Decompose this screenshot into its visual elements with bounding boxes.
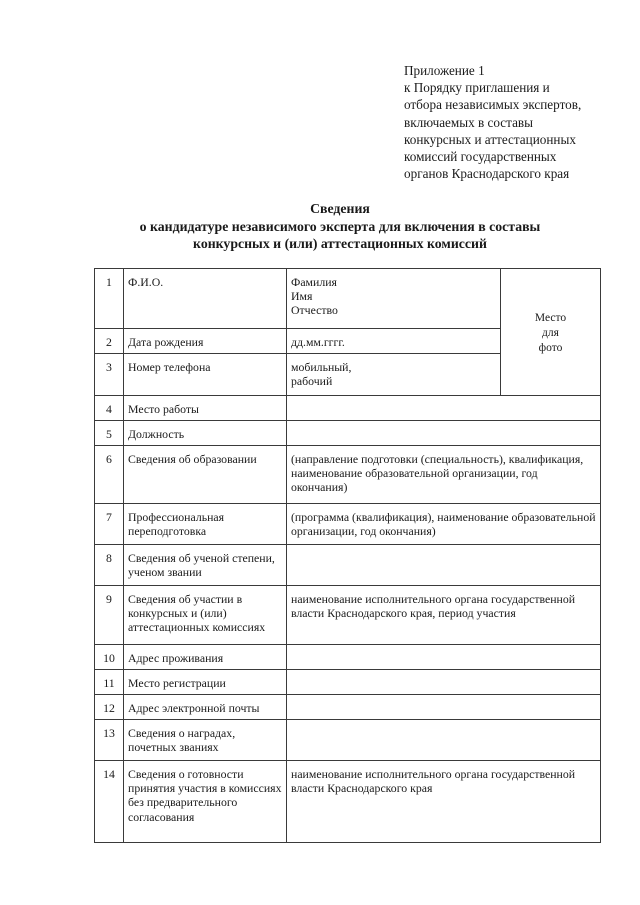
row-value[interactable]: (программа (квалификация), наименование образовательной организации, год окончания) (287, 504, 601, 545)
title-line-2: о кандидатуре независимого эксперта для включения в составы (139, 218, 541, 234)
row-label: Сведения о наградах, почетных званиях (124, 720, 287, 761)
appendix-line: органов Краснодарского края (404, 166, 570, 182)
row-label: Адрес проживания (124, 645, 287, 670)
row-label: Сведения об образовании (124, 446, 287, 504)
row-label: Номер телефона (124, 354, 287, 396)
appendix-line: Приложение 1 (404, 63, 485, 78)
row-label: Должность (124, 421, 287, 446)
row-number: 3 (95, 354, 124, 396)
row-value[interactable] (287, 421, 601, 446)
row-label: Сведения об участии в конкурсных и (или) аттестационных комиссиях (124, 586, 287, 645)
photo-placeholder[interactable] (501, 269, 601, 396)
row-number: 7 (95, 504, 124, 545)
table-row (95, 695, 601, 720)
row-number: 8 (95, 545, 124, 586)
table-row (95, 396, 601, 421)
row-value[interactable] (287, 670, 601, 695)
document-title (60, 200, 620, 253)
row-value[interactable]: мобильный, рабочий (287, 354, 501, 396)
row-value[interactable] (287, 645, 601, 670)
appendix-line: комиссий государственных (404, 149, 557, 165)
row-number: 1 (95, 269, 124, 329)
appendix-line: к Порядку приглашения и (404, 80, 550, 96)
row-label: Ф.И.О. (124, 269, 287, 329)
photo-label-line: для (542, 327, 559, 339)
row-label: Профессиональная переподготовка (124, 504, 287, 545)
row-number: 13 (95, 720, 124, 761)
row-value[interactable]: наименование исполнительного органа государственной власти Краснодарского края, период участия (287, 586, 601, 645)
table-row (95, 761, 601, 843)
table-row (95, 545, 601, 586)
appendix-line: конкурсных и аттестационных (404, 131, 576, 147)
row-number: 5 (95, 421, 124, 446)
table-row (95, 504, 601, 545)
row-value[interactable]: Фамилия Имя Отчество (287, 269, 501, 329)
row-value[interactable]: дд.мм.гггг. (287, 329, 501, 354)
candidate-info-table (94, 268, 601, 843)
row-number: 14 (95, 761, 124, 843)
row-label: Место работы (124, 396, 287, 421)
row-number: 9 (95, 586, 124, 645)
table-row (95, 421, 601, 446)
photo-label-line: Место (534, 312, 567, 324)
row-value[interactable]: (направление подготовки (специальность), квалификация, наименование образовательной организации, год окончания) (287, 446, 601, 504)
table-row (95, 670, 601, 695)
row-label: Место регистрации (124, 670, 287, 695)
table-row (95, 269, 601, 329)
row-label: Дата рождения (124, 329, 287, 354)
row-value[interactable] (287, 720, 601, 761)
row-label: Адрес электронной почты (124, 695, 287, 720)
table-row (95, 586, 601, 645)
row-number: 11 (95, 670, 124, 695)
row-number: 2 (95, 329, 124, 354)
row-number: 6 (95, 446, 124, 504)
row-value[interactable] (287, 545, 601, 586)
row-label: Сведения об ученой степени, ученом звании (124, 545, 287, 586)
row-number: 10 (95, 645, 124, 670)
appendix-line: отбора независимых экспертов, (404, 97, 582, 113)
photo-label-line: фото (538, 342, 563, 354)
table-row (95, 720, 601, 761)
row-value[interactable]: наименование исполнительного органа государственной власти Краснодарского края (287, 761, 601, 843)
title-line-3: конкурсных и (или) аттестационных комиссий (193, 236, 487, 251)
appendix-line: включаемых в составы (404, 114, 534, 130)
appendix-note (404, 62, 634, 182)
row-number: 4 (95, 396, 124, 421)
title-line-1: Сведения (310, 201, 370, 216)
table-row (95, 446, 601, 504)
row-number: 12 (95, 695, 124, 720)
row-value[interactable] (287, 396, 601, 421)
table-row (95, 645, 601, 670)
row-value[interactable] (287, 695, 601, 720)
row-label: Сведения о готовности принятия участия в комиссиях без предварительного согласования (124, 761, 287, 843)
